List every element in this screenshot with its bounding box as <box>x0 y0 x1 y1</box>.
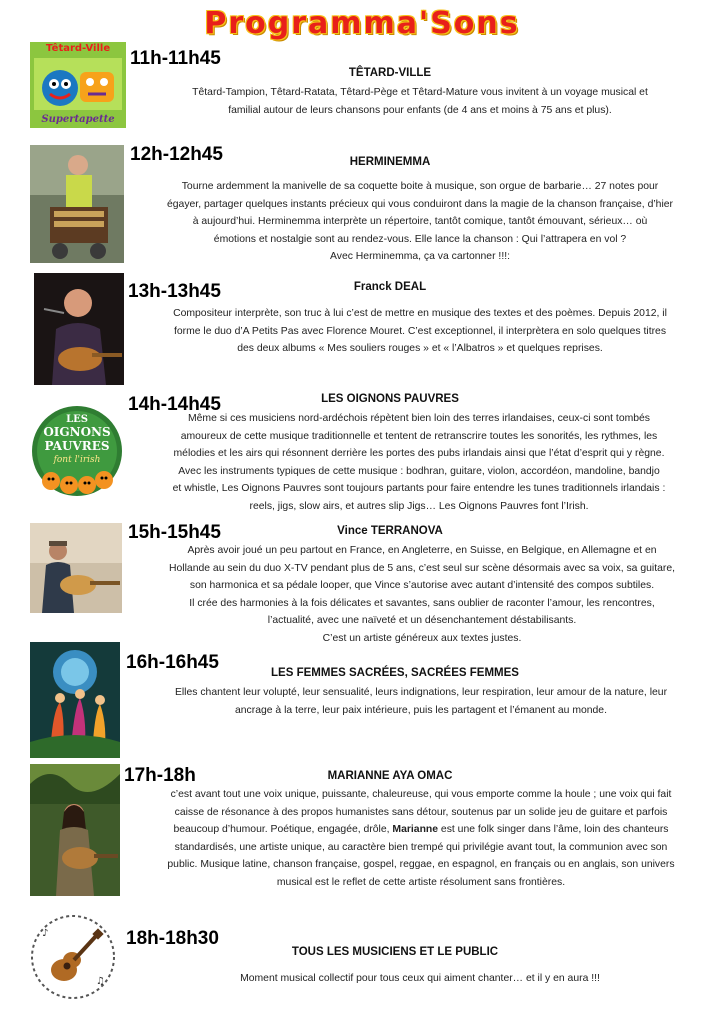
performer-description <box>122 786 720 891</box>
tetard-ville-logo-title: Têtard-Ville <box>45 43 111 54</box>
performer-description <box>140 84 700 119</box>
oignons-pauvres-logo <box>31 405 123 497</box>
performer-description <box>160 970 680 988</box>
description-line: musical est le reflet de cette artiste résolument sans frontières. <box>276 876 566 888</box>
description-line: à aujourd’hui. Herminemma interprète un répertoire, tantôt comique, tantôt émouvant, sérieux… où <box>192 216 648 227</box>
performer-name: HERMINEMMA <box>349 156 431 168</box>
description-line: son harmonica et sa pédale looper, que Vince s’autorise avec autant d’intensité des compos subtiles. <box>189 580 655 591</box>
time-slot: 15h-15h45 <box>128 522 221 543</box>
time-slot: 18h-18h30 <box>126 928 219 949</box>
description-line: standardisés, une artiste unique, au caractère bien trempé qui privilégie avant tout, la communion avec son <box>174 841 668 853</box>
performer-description <box>132 305 708 358</box>
performer-description <box>126 684 716 719</box>
description-line: mélodies et les airs qui résonnent derrière les portes des pubs irlandais ainsi que l’état d’esprit qui y règne. <box>173 448 665 459</box>
oignons-logo-subtitle: font l'irish <box>53 455 101 465</box>
performer-name: TÊTARD-VILLE <box>348 67 432 79</box>
description-line: c’est avant tout une voix unique, puissante, chaleureuse, qui vous emporte comme la houle ; une voix qui fait <box>170 789 672 800</box>
performer-description <box>124 410 714 515</box>
page-title: Programma'Sons <box>204 6 520 41</box>
time-slot: 14h-14h45 <box>128 394 221 415</box>
performer-description <box>135 178 705 266</box>
description-line: Avec les instruments typiques de cette musique : bodhran, guitare, violon, accordéon, mandoline, bandjo <box>178 465 660 477</box>
oignons-logo-pauvres: PAUVRES <box>44 439 110 453</box>
description-line: C’est un artiste généreux aux textes justes. <box>322 632 522 644</box>
performer-name: LES OIGNONS PAUVRES <box>321 393 459 405</box>
time-slot: 16h-16h45 <box>126 652 219 673</box>
svg-text:♪: ♪ <box>42 928 49 939</box>
description-line: Après avoir joué un peu partout en France, en Angleterre, en Suisse, en Belgique, en Allemagne et en <box>187 545 657 556</box>
performer-name: Vince TERRANOVA <box>337 525 443 537</box>
description-line: Moment musical collectif pour tous ceux qui aiment chanter… et il y en aura !!! <box>240 973 600 984</box>
performer-name: Franck DEAL <box>353 281 427 293</box>
svg-text:♫: ♫ <box>96 976 105 987</box>
oignons-logo-oignons: OIGNONS <box>43 425 111 439</box>
time-slot: 17h-18h <box>124 765 196 786</box>
description-line: émotions et nostalgie sont au rendez-vous. Elle lance la chanson : Qui l’attrapera en vol ? <box>213 233 627 245</box>
time-slot: 12h-12h45 <box>130 144 223 165</box>
description-line: Hollande au sein du duo X-TV pendant plus de 5 ans, c’est seul sur scène désormais avec sa voix, sa guitare, <box>169 562 675 574</box>
description-line: Avec Herminemma, ça va cartonner !!!: <box>330 251 510 262</box>
tetard-ville-logo <box>30 42 126 128</box>
description-line: Il crée des harmonies à la fois délicates et savantes, sans oublier de raconter l’amour, les rencontres, <box>189 597 655 609</box>
description-line: public. Musique latine, chanson française, gospel, reggae, en espagnol, en français ou en anglais, son univers <box>167 859 675 870</box>
tetard-ville-logo-subtitle: Supertapette <box>41 114 115 125</box>
description-line: reels, jigs, slow airs, et autres slip Jigs… Les Oignons Pauvres font l’Irish. <box>249 500 589 512</box>
description-line: Compositeur interprète, son truc à lui c’est de mettre en musique des textes et des poèmes. Depuis 2012, il <box>173 308 667 319</box>
description-line: Elles chantent leur volupté, leur sensualité, leurs indignations, leur respiration, leur amour de la nature, leur <box>174 687 668 698</box>
time-slot: 13h-13h45 <box>128 281 221 302</box>
description-line: caisse de résonance à des propos humanistes sans détour, soutenus par un solide jeu de guitare et parfois <box>174 806 668 818</box>
description-line: Tourne ardemment la manivelle de sa coquette boite à musique, son orgue de barbarie… 27 notes pour <box>181 181 659 192</box>
description-line: des deux albums « Mes souliers rouges » et « l’Albatros » et quelques reprises. <box>237 343 603 354</box>
herminemma-photo <box>30 145 124 263</box>
description-line: égayer, partager quelques instants précieux qui vous conduiront dans la magie de la chanson française, d’hier <box>167 198 673 210</box>
performer-name: LES FEMMES SACRÉES, SACRÉES FEMMES <box>271 667 519 679</box>
description-line: Même si ces musiciens nord-ardéchois répètent bien loin des terres irlandaises, ceux-ci sont tombés <box>187 413 651 424</box>
description-line: forme le duo d’A Petits Pas avec Florence Mouret. C’est exceptionnel, il interprètera en solo quelques titres <box>173 325 667 337</box>
marianne-aya-omac-photo <box>30 764 120 896</box>
description-line: familial autour de leurs chansons pour enfants (de 4 ans et moins à 75 ans et plus). <box>228 104 612 116</box>
description-line: l’actualité, avec une naïveté et un désenchantement déstabilisants. <box>267 615 577 626</box>
description-line: et whistle, Les Oignons Pauvres sont toujours partants pour faire entendre les tunes traditionnels irlandais : <box>172 483 666 494</box>
description-line: beaucoup d’humour. Poétique, engagée, drôle, Marianne est une folk singer dans l’âme, loin des chanteurs <box>173 824 669 835</box>
franck-deal-photo <box>34 273 124 385</box>
description-line: Têtard-Tampion, Têtard-Ratata, Têtard-Pège et Têtard-Mature vous invitent à un voyage musical et <box>192 87 648 98</box>
description-line: amoureux de cette musique traditionnelle et tentent de retranscrire toutes les sonorités, les rythmes, les <box>180 430 658 442</box>
description-line: ancrage à la terre, leur paix intérieure, puis les partagent et l’émanent au monde. <box>235 704 607 716</box>
performer-name: TOUS LES MUSICIENS ET LE PUBLIC <box>291 946 499 958</box>
performer-name: MARIANNE AYA OMAC <box>327 770 453 782</box>
performer-description <box>132 542 712 647</box>
time-slot: 11h-11h45 <box>130 48 221 69</box>
femmes-sacrees-artwork <box>30 642 120 758</box>
guitar-icon <box>30 914 116 1000</box>
oignons-logo-les: LES <box>66 414 88 425</box>
vince-terranova-photo <box>30 523 122 613</box>
